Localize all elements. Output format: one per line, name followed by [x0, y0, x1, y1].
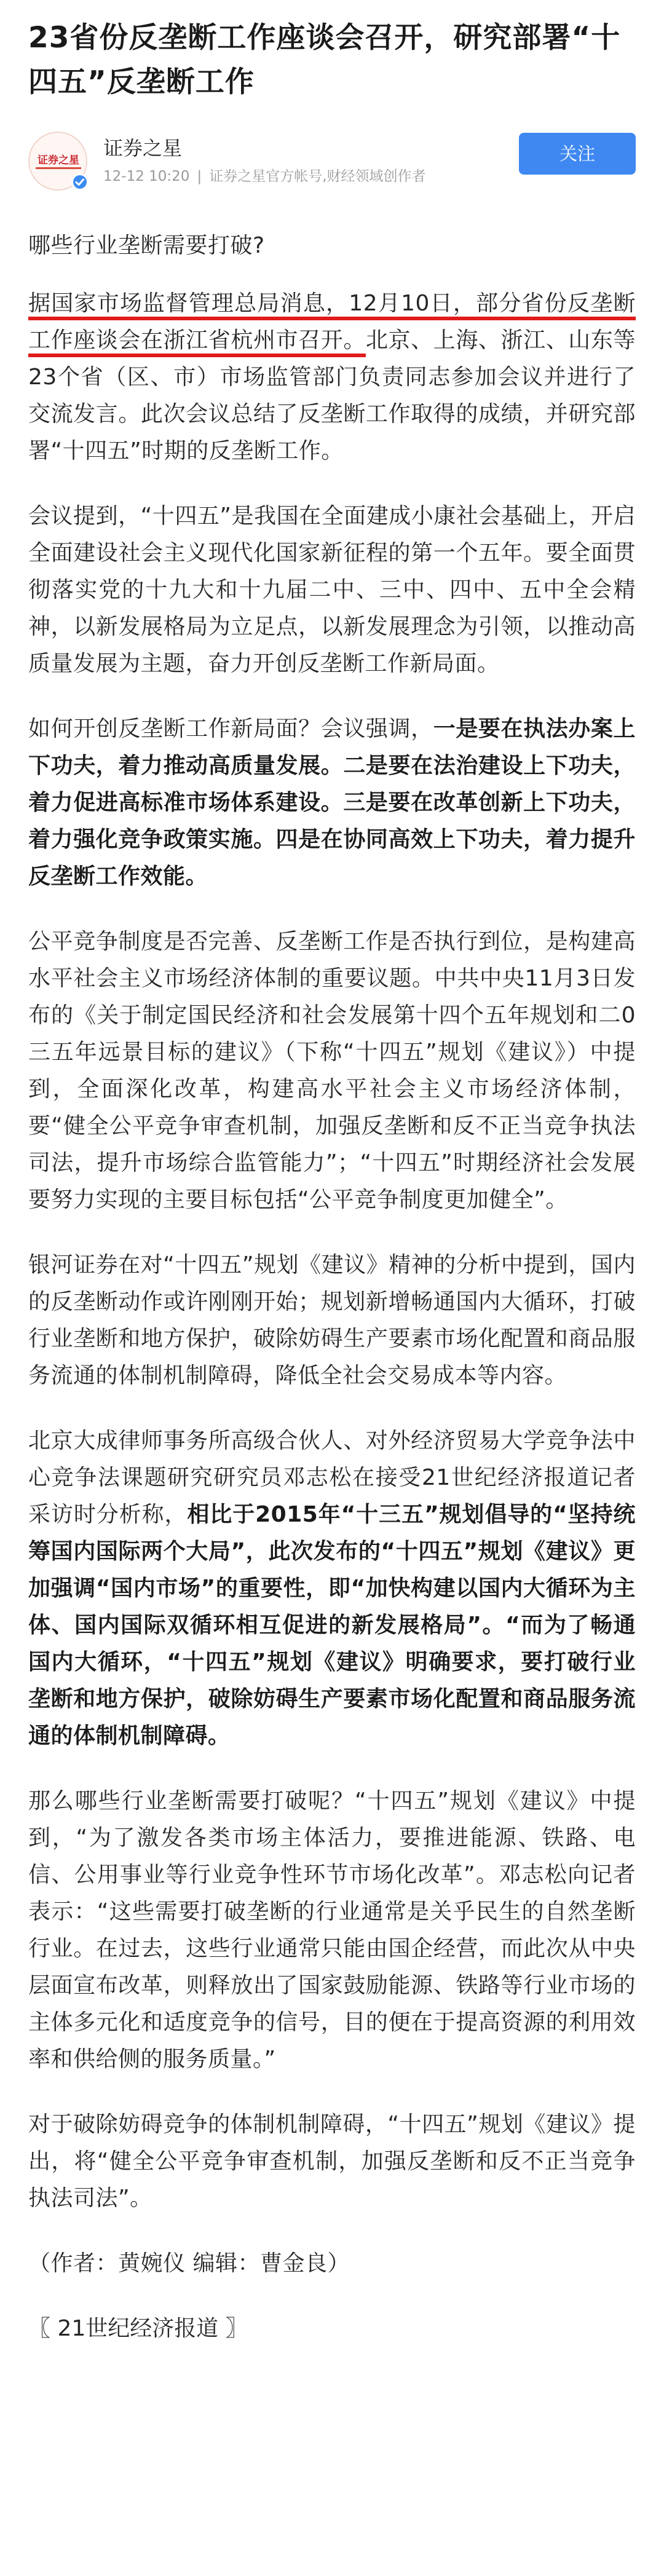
author-credit: （作者：黄婉仪 编辑：曹金良）	[28, 2251, 350, 2276]
paragraph-2: 会议提到，“十四五”是我国在全面建成小康社会基础上，开启全面建设社会主义现代化国家新征程的第一个五年。要全面贯彻落实党的十九大和十九届二中、三中、四中、五中全会精神，以新发展格局为立足点，以新发展理念为引领，以推动高质量发展为主题，奋力开创反垄断工作新局面。	[28, 504, 636, 676]
verified-check-glyph	[73, 175, 87, 189]
paragraph-6-bold: 相比于2015年“十三五”规划倡导的“坚持统筹国内国际两个大局”，此次发布的“十四五”规划《建议》更加强调“国内市场”的重要性，即“加快构建以国内大循环为主体、国内国际双循环相互促进的新发展格局”。“而为了畅通国内大循环，“十四五”规划《建议》明确要求，要打破行业垄断和地方保护，破除妨碍生产要素市场化配置和商品服务流通的体制机制障碍。	[28, 1502, 636, 1748]
paragraph-6-intro: 北京大成律师事务所高级合伙人、对外经济贸易大学竞争法中心竞争法课题研究研究员邓志松在接受21世纪经济报道记者采访时分析称，	[28, 1428, 636, 1527]
follow-button[interactable]: 关注	[519, 133, 636, 175]
publish-date: 12-12 10:20	[103, 168, 190, 184]
avatar-logo-text: 证券之星	[38, 154, 79, 167]
article-body	[28, 227, 636, 2347]
author-description: 证券之星官方帐号,财经领域创作者	[209, 168, 426, 184]
article-title: 23省份反垄断工作座谈会召开，研究部署“十四五”反垄断工作	[28, 21, 621, 99]
paragraph-1-rest: 北京、上海、浙江、山东等23个省（区、市）市场监管部门负责同志参加会议并进行了交流发言。此次会议总结了反垄断工作取得的成绩，并研究部署“十四五”时期的反垄断工作。	[28, 328, 636, 464]
paragraph-3-intro: 如何开创反垄断工作新局面？会议强调，	[28, 716, 433, 741]
paragraph-1	[28, 285, 636, 470]
avatar-logo-stripe	[36, 167, 81, 169]
paragraph-3	[28, 711, 636, 895]
paragraph-8: 对于破除妨碍竞争的体制机制障碍，“十四五”规划《建议》提出，将“健全公平竞争审查机制，加强反垄断和反不正当竞争执法司法”。	[28, 2112, 636, 2211]
paragraph-6	[28, 1423, 636, 1755]
paragraph-7: 那么哪些行业垄断需要打破呢？“十四五”规划《建议》中提到，“为了激发各类市场主体活力，要推进能源、铁路、电信、公用事业等行业竞争性环节市场化改革”。邓志松向记者表示：“这些需要打破垄断的行业通常是关乎民生的自然垄断行业。在过去，这些行业通常只能由国企经营，而此次从中央层面宣布改革，则释放出了国家鼓励能源、铁路等行业市场的主体多元化和适度竞争的信号，目的便在于提高资源的利用效率和供给侧的服务质量。”	[28, 1788, 636, 2072]
paragraph-3-bold: 一是要在执法办案上下功夫，着力推动高质量发展。二是要在法治建设上下功夫，着力促进高标准市场体系建设。三是要在改革创新上下功夫，着力强化竞争政策实施。四是在协同高效上下功夫，着力提升反垄断工作效能。	[28, 716, 636, 889]
paragraph-5: 银河证券在对“十四五”规划《建议》精神的分析中提到，国内的反垄断动作或许刚刚开始；规划新增畅通国内大循环，打破行业垄断和地方保护，破除妨碍生产要素市场化配置和商品服务流通的体制机制障碍，降低全社会交易成本等内容。	[28, 1252, 636, 1388]
highlighted-lead: 据国家市场监督管理总局消息，12月10日，部分省份反垄断工作座谈会在浙江省杭州市召开。	[28, 291, 636, 353]
author-meta	[103, 165, 426, 185]
meta-separator: |	[197, 168, 202, 184]
verified-check-icon	[71, 173, 89, 191]
paragraph-4: 公平竞争制度是否完善、反垄断工作是否执行到位，是构建高水平社会主义市场经济体制的重要议题。中共中央11月3日发布的《关于制定国民经济和社会发展第十四个五年规划和二0三五年远景目标的建议》（下称“十四五”规划《建议》）中提到，全面深化改革，构建高水平社会主义市场经济体制，要“健全公平竞争审查机制，加强反垄断和反不正当竞争执法司法，提升市场综合监管能力”；“十四五”时期经济社会发展要努力实现的主要目标包括“公平竞争制度更加健全”。	[28, 929, 636, 1212]
source-label: 〖 21世纪经济报道 〗	[28, 2316, 248, 2341]
author-name[interactable]: 证券之星	[103, 136, 183, 160]
question-paragraph: 哪些行业垄断需要打破?	[28, 233, 265, 258]
author-row	[28, 130, 636, 192]
